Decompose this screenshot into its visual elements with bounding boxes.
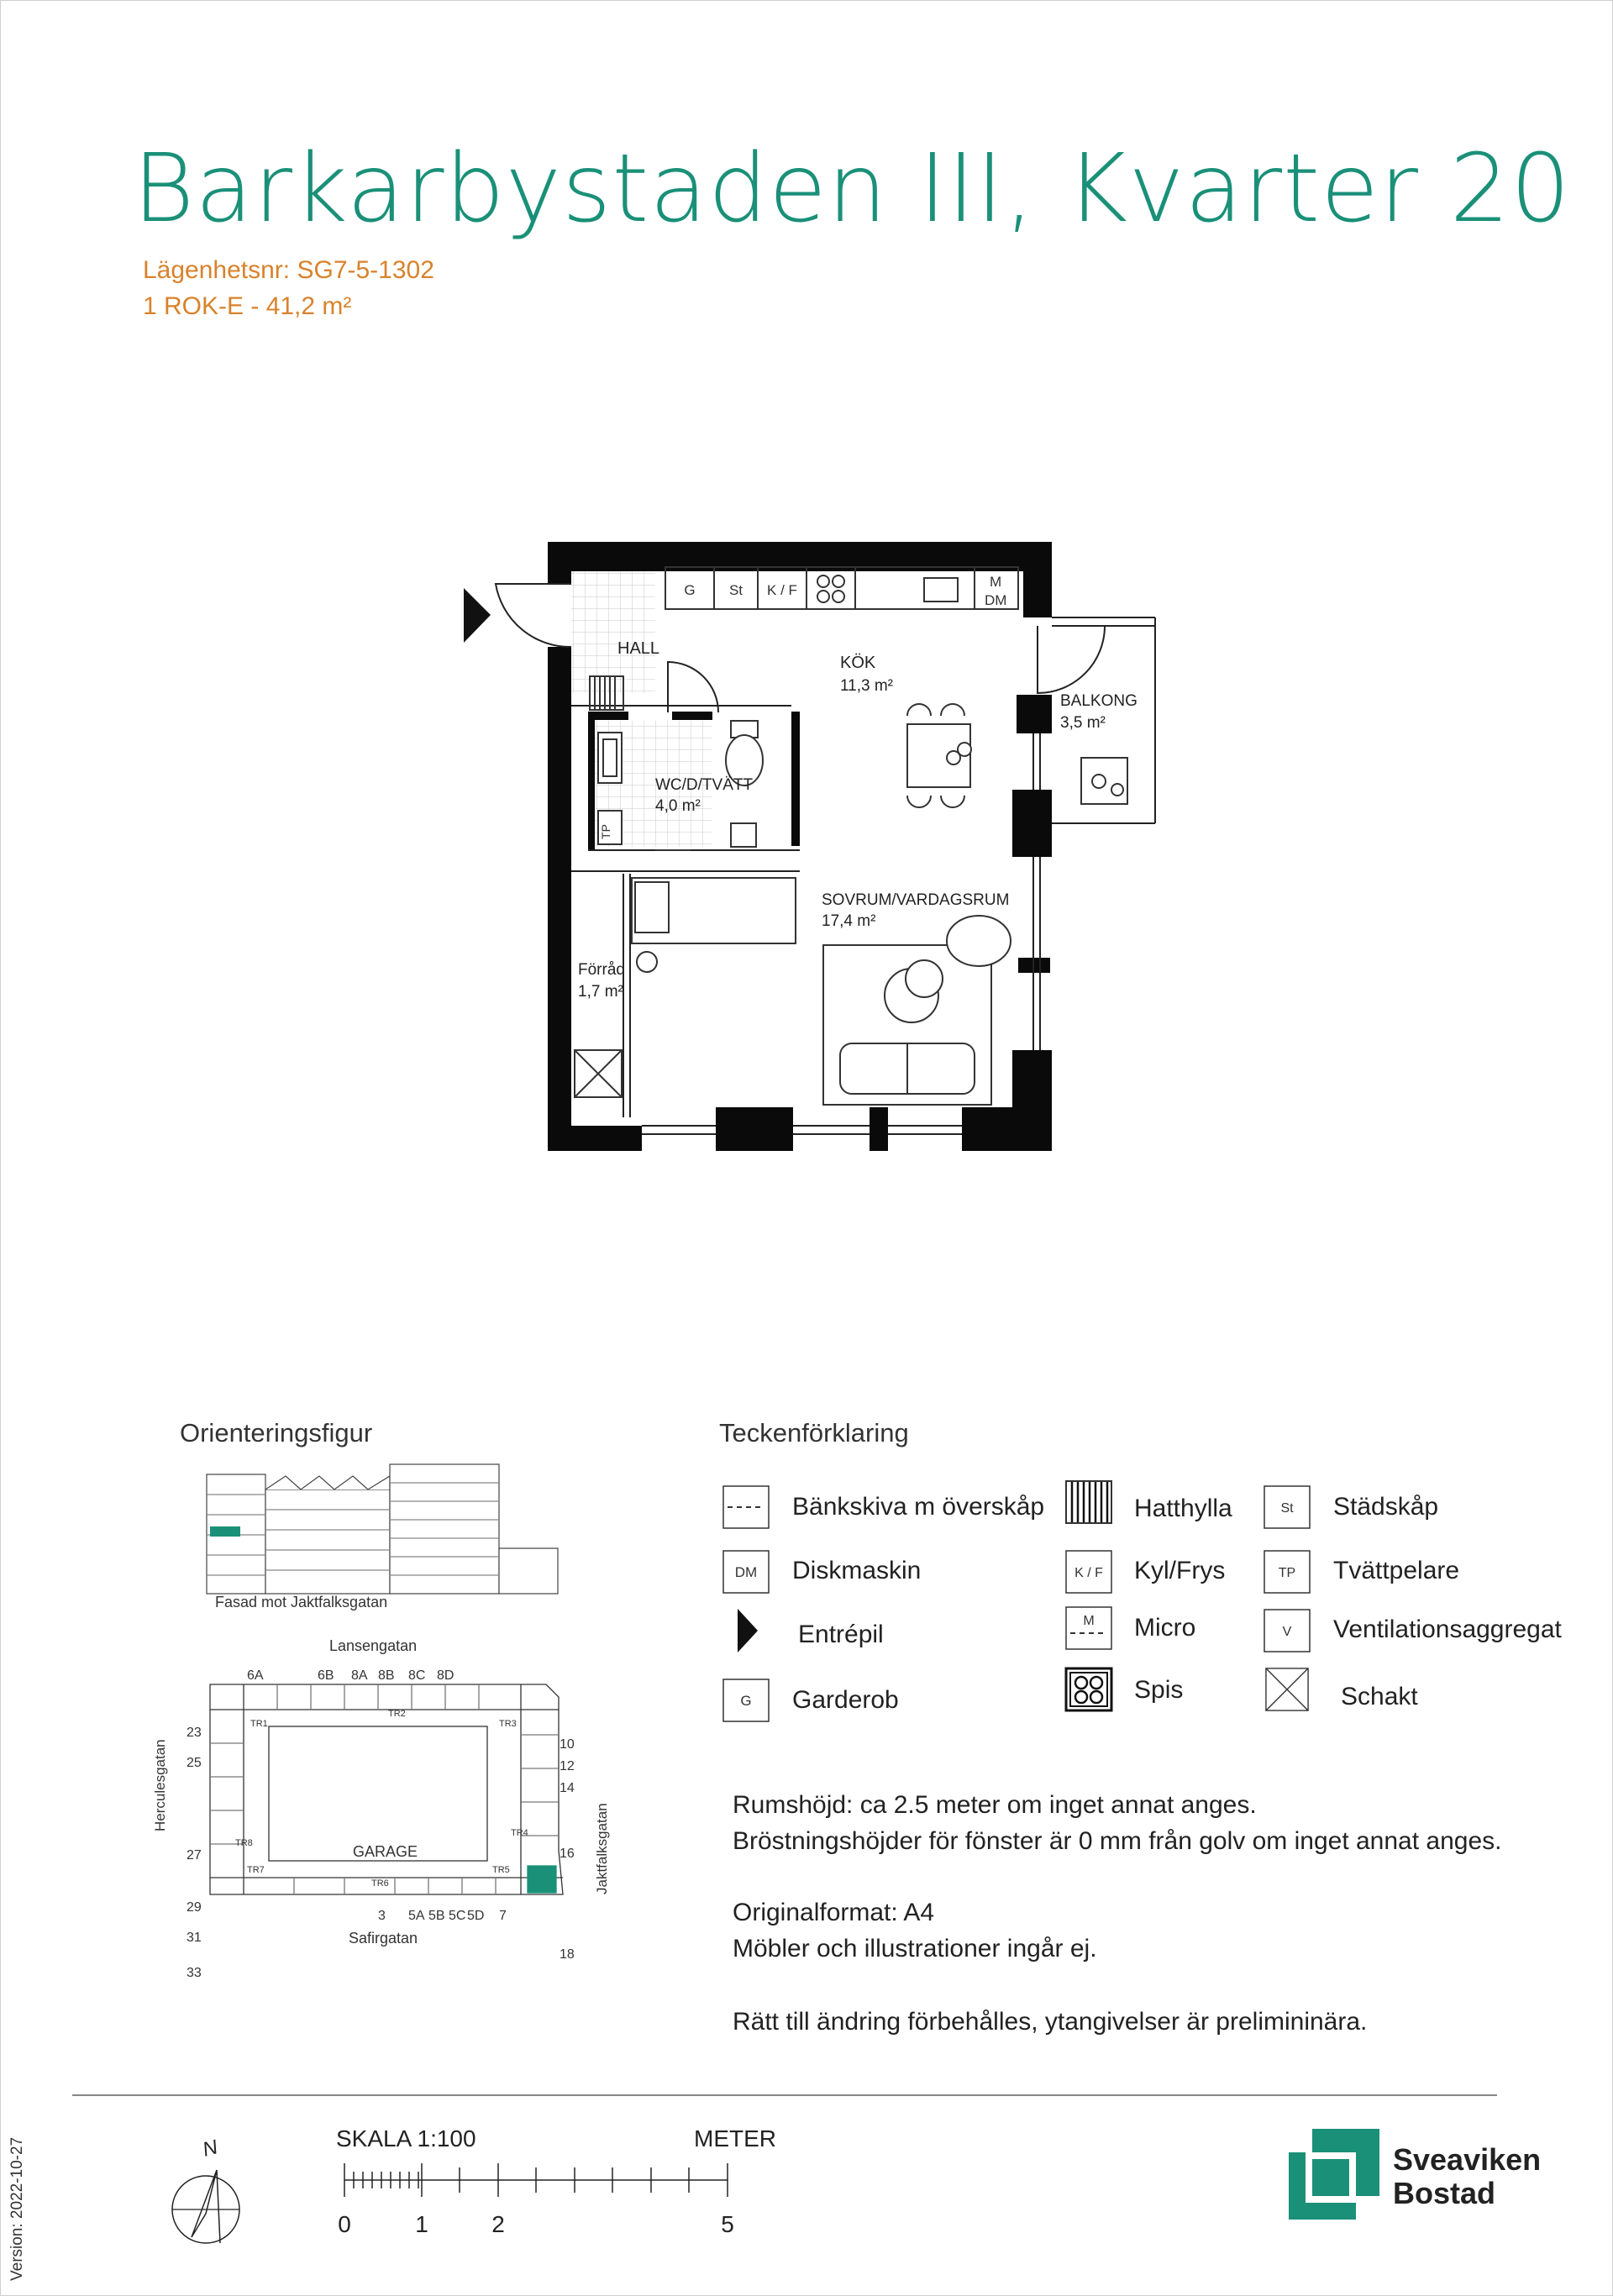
note-sill: Bröstningshöjder för fönster är 0 mm från golv om inget annat anges. — [733, 1827, 1502, 1855]
kf-box-icon — [1065, 1550, 1112, 1594]
stair-label: TR5 — [492, 1865, 510, 1875]
hall-floor — [571, 567, 647, 693]
site-highlight — [528, 1866, 556, 1893]
legend-label: Kyl/Frys — [1134, 1557, 1226, 1584]
balcony-table — [1081, 758, 1127, 804]
meter-label: METER — [694, 2125, 776, 2152]
room-storage-area: 1,7 m² — [578, 983, 623, 1001]
house-number: 18 — [560, 1947, 575, 1962]
fixture-m: M — [990, 574, 1002, 590]
site-plan — [210, 1684, 563, 1894]
dining-table — [907, 704, 971, 807]
house-number: 8C — [408, 1668, 426, 1683]
north-arrow-icon — [168, 2130, 252, 2247]
orientation-title: Orienteringsfigur — [180, 1418, 373, 1447]
stair-label: TR2 — [388, 1709, 406, 1719]
room-bedroom-area: 17,4 m² — [822, 912, 876, 930]
house-number: 8A — [351, 1668, 368, 1683]
v-box-icon — [1264, 1609, 1311, 1652]
dm-box-icon — [722, 1550, 770, 1594]
stair-label: TR3 — [499, 1719, 517, 1729]
g-box-icon — [722, 1679, 770, 1722]
note-ceiling: Rumshöjd: ca 2.5 meter om inget annat anges. — [733, 1791, 1257, 1819]
apartment-size: 1 ROK-E - 41,2 m² — [143, 292, 352, 320]
legend-label: Städskåp — [1333, 1493, 1439, 1521]
floor-plan — [538, 538, 1138, 1151]
scale-bar — [328, 2121, 776, 2247]
house-number: 5B — [428, 1909, 445, 1923]
facade-elevation — [207, 1464, 558, 1594]
room-wc-area: 4,0 m² — [655, 797, 701, 815]
stair-label: TR7 — [247, 1865, 265, 1875]
house-number: 16 — [560, 1847, 575, 1861]
fixture-kf: K / F — [767, 582, 797, 598]
living-furniture — [823, 916, 1011, 1105]
logo-mark-icon — [1289, 2129, 1379, 2220]
fixture-tp: TP — [599, 824, 612, 839]
note-format: Originalformat: A4 — [733, 1899, 935, 1926]
svg-text:TP: TP — [1278, 1566, 1296, 1580]
house-number: 3 — [378, 1909, 386, 1923]
svg-text:G: G — [740, 1693, 752, 1709]
stair-label: TR1 — [250, 1719, 268, 1729]
hat-shelf-icon — [1065, 1480, 1112, 1524]
legend-label: Hatthylla — [1134, 1495, 1232, 1522]
shaft-icon — [1264, 1668, 1311, 1711]
room-kitchen-area: 11,3 m² — [840, 677, 894, 695]
svg-text:DM: DM — [734, 1564, 758, 1580]
house-number: 5C — [449, 1909, 466, 1923]
kitchen-counter — [665, 567, 1018, 609]
scale-label: SKALA 1:100 — [336, 2125, 476, 2152]
fixture-st: St — [728, 582, 743, 598]
room-kitchen: KÖK — [840, 654, 876, 672]
house-number: 8D — [437, 1668, 454, 1683]
scale-ruler — [344, 2163, 728, 2197]
house-number: 33 — [187, 1966, 202, 1980]
room-bedroom: SOVRUM/VARDAGSRUM — [822, 891, 1010, 909]
legend-label: Micro — [1134, 1614, 1196, 1642]
street-left: Herculesgatan — [152, 1739, 168, 1831]
tp-box-icon — [1264, 1550, 1311, 1594]
scale-tick: 5 — [721, 2211, 734, 2237]
room-balcony-area: 3,5 m² — [1060, 714, 1106, 732]
house-number: 7 — [499, 1909, 507, 1923]
svg-text:V: V — [1282, 1625, 1292, 1639]
house-number: 31 — [187, 1931, 202, 1945]
orientation-figure — [152, 1458, 610, 2062]
house-number: 12 — [560, 1759, 575, 1773]
house-number: 8B — [378, 1668, 395, 1683]
legend-label: Garderob — [792, 1686, 899, 1714]
scale-tick: 0 — [338, 2211, 351, 2237]
apartment-number: Lägenhetsnr: SG7-5-1302 — [143, 256, 434, 284]
m-box-icon — [1065, 1606, 1112, 1650]
stair-label: TR6 — [371, 1878, 389, 1889]
fixture-g: G — [684, 582, 696, 598]
stair-label: TR4 — [511, 1828, 528, 1838]
note-rights: Rätt till ändring förbehålles, ytangivelser är prelimininära. — [733, 2008, 1368, 2036]
house-number: 27 — [187, 1848, 202, 1863]
st-box-icon — [1264, 1485, 1311, 1529]
footer-divider — [72, 2094, 1497, 2096]
room-wc: WC/D/TVÄTT — [655, 776, 754, 794]
scale-tick: 2 — [491, 2211, 505, 2237]
fixture-dm: DM — [985, 592, 1007, 608]
legend-label: Ventilationsaggregat — [1333, 1616, 1562, 1643]
dashed-line-icon — [722, 1485, 770, 1529]
house-number: 14 — [560, 1781, 575, 1795]
room-hall: HALL — [617, 639, 660, 658]
legend-label: Diskmaskin — [792, 1557, 922, 1584]
stair-label: TR8 — [235, 1838, 253, 1848]
legend-label: Tvättpelare — [1333, 1557, 1460, 1584]
street-right: Jaktfalksgatan — [594, 1803, 610, 1894]
version-label: Version: 2022-10-27 — [8, 2136, 26, 2281]
house-number: 25 — [187, 1756, 202, 1770]
street-bottom: Safirgatan — [349, 1930, 418, 1947]
house-number: 29 — [187, 1900, 202, 1915]
svg-text:N: N — [200, 2136, 220, 2162]
storage-shaft — [575, 1050, 622, 1097]
legend-label: Entrépil — [798, 1621, 884, 1648]
svg-text:M: M — [1083, 1614, 1095, 1628]
facade-highlight — [210, 1526, 240, 1537]
note-furniture: Möbler och illustrationer ingår ej. — [733, 1935, 1097, 1962]
entry-arrow-icon — [722, 1609, 770, 1652]
facade-caption: Fasad mot Jaktfalksgatan — [215, 1594, 388, 1610]
house-number: 6A — [247, 1668, 264, 1683]
logo-text-line2: Bostad — [1393, 2176, 1496, 2210]
house-number: 6B — [318, 1668, 334, 1683]
legend-label: Bänkskiva m överskåp — [792, 1493, 1045, 1521]
legend-title: Teckenförklaring — [719, 1418, 909, 1447]
room-balcony: BALKONG — [1060, 692, 1138, 710]
garage-label: GARAGE — [353, 1843, 418, 1860]
house-number: 23 — [187, 1726, 202, 1740]
house-number: 5A — [408, 1909, 425, 1923]
legend-label: Schakt — [1341, 1683, 1418, 1710]
legend-label: Spis — [1134, 1676, 1184, 1704]
house-number: 10 — [560, 1737, 575, 1752]
house-number: 5D — [467, 1909, 485, 1923]
svg-text:K / F: K / F — [1074, 1566, 1103, 1580]
page-title: Barkarbystaden III, Kvarter 20 — [133, 134, 1572, 244]
scale-tick: 1 — [415, 2211, 428, 2237]
stove-icon — [1065, 1668, 1112, 1711]
bed — [632, 878, 796, 972]
svg-text:St: St — [1280, 1501, 1294, 1516]
logo-text-line1: Sveaviken — [1393, 2142, 1542, 2177]
street-top: Lansengatan — [329, 1637, 418, 1654]
room-storage: Förråd — [578, 961, 625, 979]
